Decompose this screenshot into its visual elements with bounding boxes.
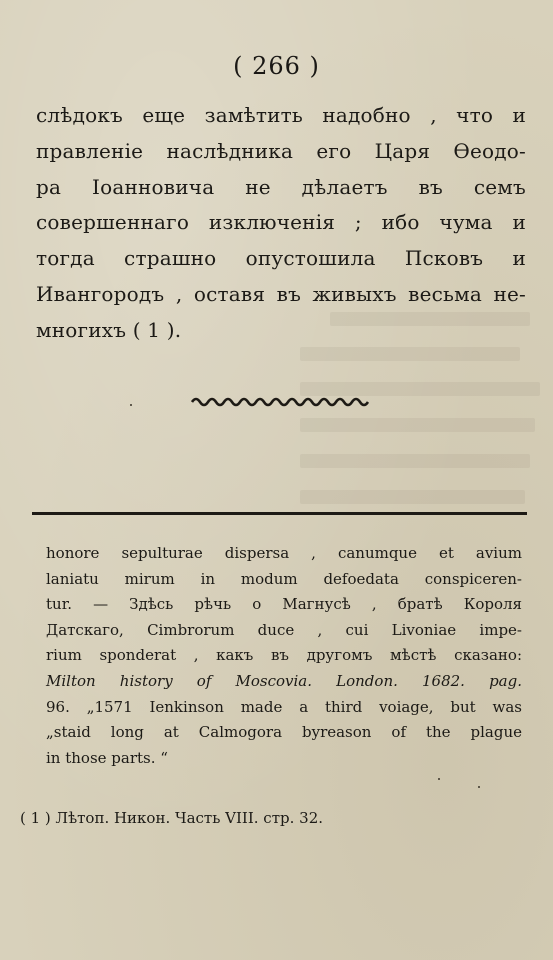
paper-speck xyxy=(478,786,480,788)
text-line: тогда страшно опустошила Псковъ и xyxy=(36,246,526,271)
page-number: ( 266 ) xyxy=(233,52,320,80)
footnote-line: „staid long at Calmogora byreason of the plague xyxy=(46,723,522,742)
footnote-line: tur. — Здѣсь рѣчь о Магнусѣ , братѣ Короля xyxy=(46,595,522,614)
footnote-block xyxy=(46,541,522,771)
footnote-line: Milton history of Moscovia. London. 1682. pag. xyxy=(46,671,522,690)
footnote-line: 96. „1571 Ienkinson made a third voiage, but was xyxy=(46,697,522,716)
text-line: правленіе наслѣдника его Царя Ѳеодо- xyxy=(36,138,526,163)
footnote-line: Датскаго, Cimbrorum duce , cui Livoniae impe- xyxy=(46,620,522,639)
bleed-through-mark xyxy=(300,418,535,432)
bleed-through-mark xyxy=(300,382,540,396)
text-line: совершеннаго изключенія ; ибо чума и xyxy=(36,210,526,235)
main-text-block xyxy=(36,98,526,349)
footnote-line: rium sponderat , какъ въ другомъ мѣстѣ сказано: xyxy=(46,646,522,665)
text-line: Ивангородъ , оставя въ живыхъ весьма не- xyxy=(36,281,526,306)
text-line: слѣдокъ еще замѣтить надобно , что и xyxy=(36,103,526,127)
paper-speck xyxy=(130,404,132,406)
bleed-through-mark xyxy=(300,454,530,468)
footnote-separator-rule xyxy=(32,512,527,515)
bleed-through-mark xyxy=(300,347,520,361)
footnote-line: in those parts. “ xyxy=(46,748,168,767)
text-line: многихъ ( 1 ). xyxy=(36,317,182,342)
wavy-ornament-divider xyxy=(190,395,370,409)
footnote-line: laniatu mirum in modum defoedata conspiceren- xyxy=(46,569,522,588)
paper-speck xyxy=(438,778,440,780)
footnote-line: honore sepulturae dispersa , canumque et avium xyxy=(46,544,522,562)
bleed-through-mark xyxy=(300,490,525,504)
text-line: ра Іоанновича не дѣлаетъ въ семъ xyxy=(36,174,526,199)
source-note: ( 1 ) Лѣтоп. Никон. Часть VIII. стр. 32. xyxy=(20,809,324,827)
